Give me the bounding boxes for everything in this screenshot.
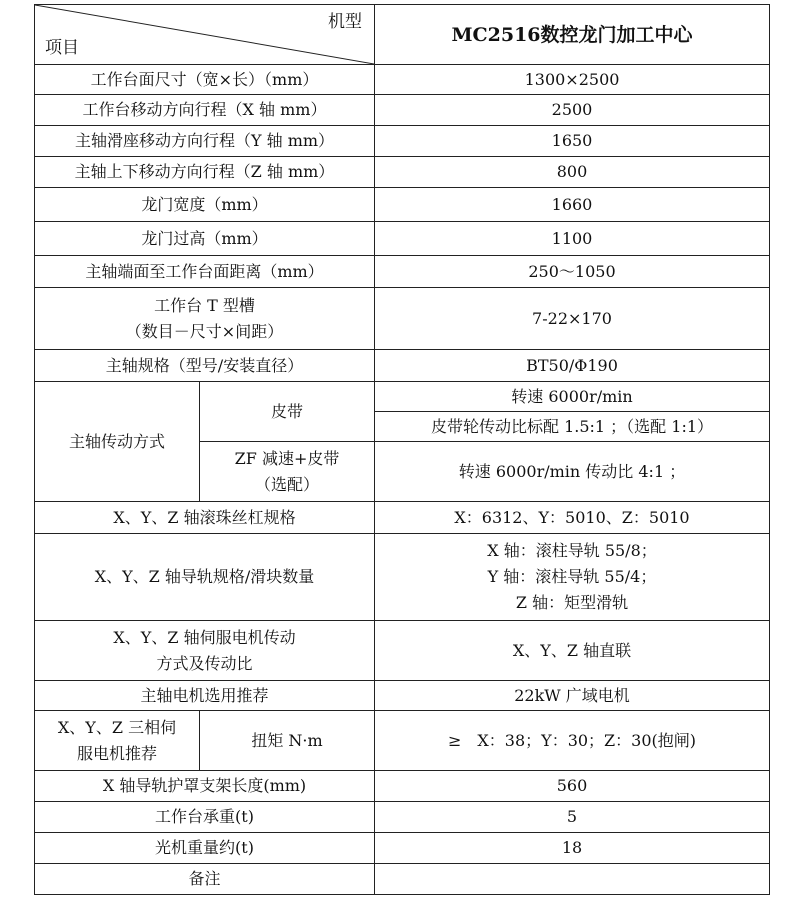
table-row [35,711,770,771]
row-value-line: X 轴：滚柱导轨 55/8； [487,541,657,560]
row-value: 250～1050 [375,256,770,288]
row-value: 皮带轮传动比标配 1.5:1 ；（选配 1:1） [375,412,770,442]
header-corner-cell [35,5,375,65]
row-value: 转速 6000r/min 传动比 4:1 ； [375,442,770,502]
row-label-line: 服电机推荐 [76,743,157,763]
row-label-line: X、Y、Z 轴伺服电机传动 [113,627,296,647]
row-label-line: X、Y、Z 三相伺 [57,717,177,737]
row-label: 工作台移动方向行程（X 轴 mm） [35,95,375,126]
row-value [375,864,770,895]
table-row [35,256,770,288]
table-row [35,222,770,256]
row-label: 主轴传动方式 [35,382,200,502]
row-value: 18 [375,833,770,864]
table-row [35,288,770,350]
row-value: BT50/Φ190 [375,350,770,382]
header-row [35,5,770,65]
row-value: 1660 [375,188,770,222]
table-row [35,157,770,188]
model-label: 机型 [328,12,362,32]
table-row [35,802,770,833]
row-label: 主轴规格（型号/安装直径） [35,350,375,382]
row-label-line: （数目－尺寸×间距） [125,321,284,341]
table-row [35,833,770,864]
row-value [375,534,770,621]
row-value: 1300×2500 [375,65,770,95]
row-label-line: 工作台 T 型槽 [154,295,255,315]
table-row [35,864,770,895]
row-value: 7-22×170 [375,288,770,350]
row-label [35,711,200,771]
row-label: 光机重量约(t) [35,833,375,864]
row-label [35,288,375,350]
table-row [35,350,770,382]
item-label: 项目 [45,38,79,58]
row-value: 560 [375,771,770,802]
row-value: ≥ X：38；Y：30；Z：30(抱闸) [375,711,770,771]
row-value: 2500 [375,95,770,126]
row-value: 转速 6000r/min [375,382,770,412]
row-label [35,621,375,681]
row-value: 5 [375,802,770,833]
table-row [35,681,770,711]
table-row [35,621,770,681]
row-value: 1650 [375,126,770,157]
row-label: 龙门宽度（mm） [35,188,375,222]
row-label: 主轴上下移动方向行程（Z 轴 mm） [35,157,375,188]
row-label: 工作台承重(t) [35,802,375,833]
row-value-line: Y 轴：滚柱导轨 55/4； [487,567,657,586]
row-value-line: Z 轴：矩型滑轨 [515,593,629,612]
row-value: 22kW 广域电机 [375,681,770,711]
row-sublabel: 扭矩 N·m [200,711,375,771]
row-value: 1100 [375,222,770,256]
row-value: X、Y、Z 轴直联 [375,621,770,681]
row-label: X、Y、Z 轴滚珠丝杠规格 [35,502,375,534]
row-label: 工作台面尺寸（宽×长）（mm） [35,65,375,95]
row-sublabel-line: ZF 减速+皮带 [234,448,340,468]
model-title: MC2516数控龙门加工中心 [375,5,770,65]
row-value: X：6312、Y：5010、Z：5010 [375,502,770,534]
spec-table [34,4,770,895]
table-row [35,502,770,534]
table-row [35,95,770,126]
table-row [35,126,770,157]
table-row [35,771,770,802]
row-label: 龙门过高（mm） [35,222,375,256]
row-label: 主轴滑座移动方向行程（Y 轴 mm） [35,126,375,157]
table-row [35,65,770,95]
row-sublabel [200,442,375,502]
row-label: X、Y、Z 轴导轨规格/滑块数量 [35,534,375,621]
row-label: 主轴电机选用推荐 [35,681,375,711]
row-label: X 轴导轨护罩支架长度(mm) [35,771,375,802]
row-value: 800 [375,157,770,188]
row-sublabel-line: （选配） [254,474,319,494]
table-row [35,382,770,412]
table-row [35,534,770,621]
row-sublabel: 皮带 [200,382,375,442]
row-label-line: 方式及传动比 [156,653,253,673]
row-label: 备注 [35,864,375,895]
header-diagonal [35,5,374,64]
table-row [35,188,770,222]
row-label: 主轴端面至工作台面距离（mm） [35,256,375,288]
